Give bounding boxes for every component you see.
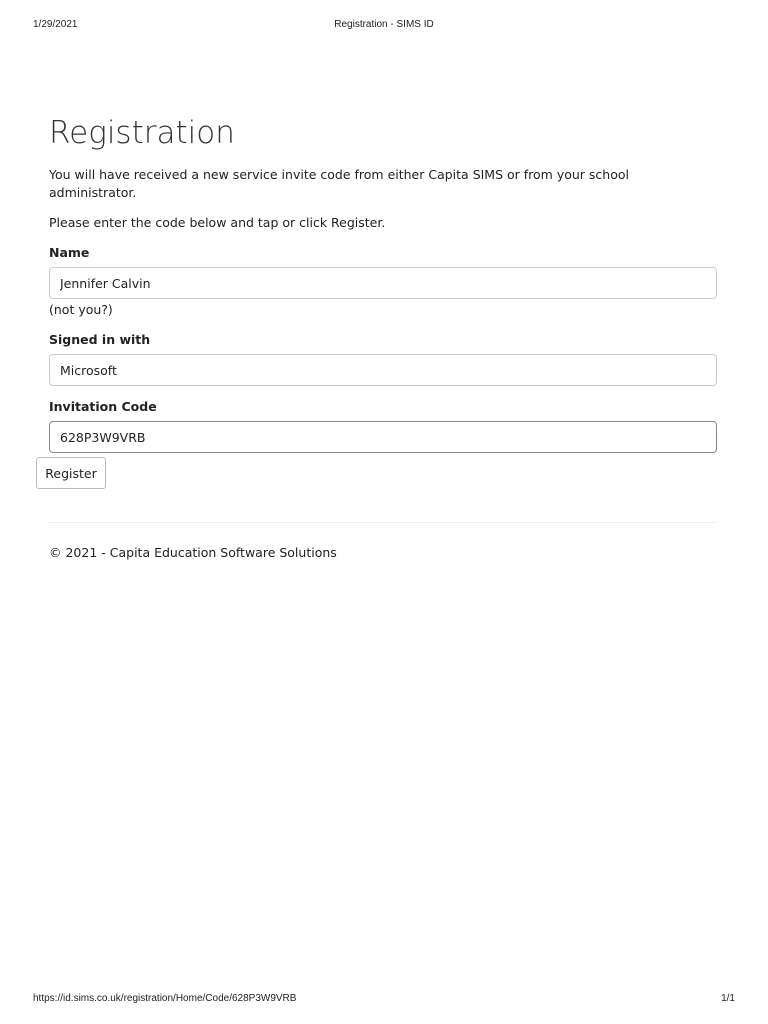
signed-in-with-label: Signed in with [49,332,151,347]
register-button[interactable]: Register [36,457,106,489]
print-url: https://id.sims.co.uk/registration/Home/Code/628P3W9VRB [33,993,297,1004]
signed-in-with-field[interactable] [49,354,717,386]
name-label: Name [49,245,90,260]
print-date: 1/29/2021 [33,19,78,30]
print-page-number: 1/1 [721,993,735,1004]
print-footer [0,993,768,1007]
instruction-text: Please enter the code below and tap or click Register. [49,215,386,230]
intro-text: You will have received a new service invite code from either Capita SIMS or from your school administrator. [49,167,629,200]
invitation-code-input[interactable] [49,421,717,453]
print-header [0,19,768,33]
name-field[interactable] [49,267,717,299]
footer-divider [49,522,718,523]
copyright-text: © 2021 - Capita Education Software Solutions [49,545,337,560]
not-you-link[interactable]: (not you?) [49,302,113,317]
print-page-title: Registration - SIMS ID [334,19,434,30]
invitation-code-label: Invitation Code [49,399,157,414]
registration-form [49,110,718,453]
page-title: Registration [49,115,235,151]
